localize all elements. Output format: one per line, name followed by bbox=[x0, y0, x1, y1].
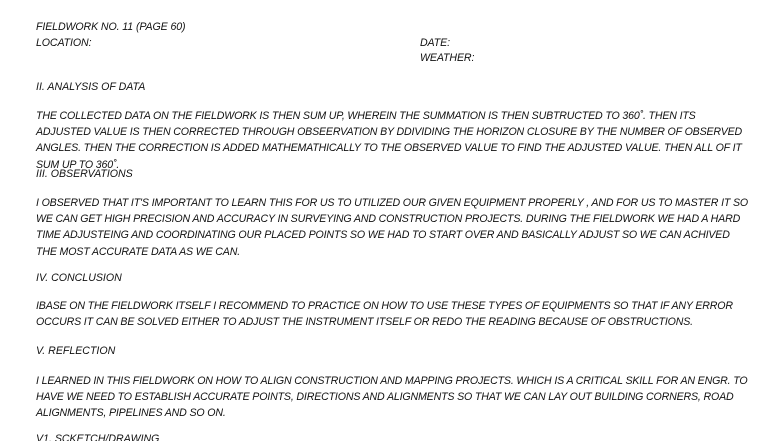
fieldwork-number: FIELDWORK NO. 11 (PAGE 60) bbox=[36, 21, 186, 33]
date-label: DATE: bbox=[420, 37, 450, 49]
observations-heading: III. OBSERVATIONS bbox=[36, 168, 133, 180]
weather-label: WEATHER: bbox=[420, 52, 475, 64]
location-label: LOCATION: bbox=[36, 37, 92, 49]
analysis-body: THE COLLECTED DATA ON THE FIELDWORK IS THEN SUM UP, WHEREIN THE SUMMATION IS THEN SUBTRUCTED TO 360˚. THEN ITS ADJUSTED VALUE IS THEN CORRECTED THROUGH OBSEERVATION BY DDIVIDING THE HORIZON CLOSURE BY THE NUMBER OF OBSERVED ANGLES. THEN THE CORRECTION IS ADDED MATHEMATHICALLY TO THE OBSERVED VALUE TO FIND THE ADJUSTED VALUE. THEN ALL OF IT SUM UP TO 360˚. bbox=[36, 110, 743, 171]
observations-body: I OBSERVED THAT IT'S IMPORTANT TO LEARN THIS FOR US TO UTILIZED OUR GIVEN EQUIPMENT PROPERLY , AND FOR US TO MASTER IT SO WE CAN GET HIGH PRECISION AND ACCURACY IN SURVEYING AND CONSTRUCTION PROJECTS. DURING THE FIELDWORK WE HAD A HARD TIME ADJUSTEING AND COORDINATING OUR PLACED POINTS SO WE HAD TO START OVER AND BASICALLY ADJUST SO WE CAN ACHIVED THE MOST ACCURATE DATA AS WE CAN. bbox=[36, 197, 749, 258]
analysis-heading: II. ANALYSIS OF DATA bbox=[36, 81, 146, 93]
conclusion-heading: IV. CONCLUSION bbox=[36, 272, 122, 284]
reflection-heading: V. REFLECTION bbox=[36, 345, 116, 357]
sketch-heading: V1. SCKETCH/DRAWING bbox=[36, 433, 160, 441]
reflection-body: I LEARNED IN THIS FIELDWORK ON HOW TO ALIGN CONSTRUCTION AND MAPPING PROJECTS. WHICH IS A CRITICAL SKILL FOR AN ENGR. TO HAVE WE NEED TO ESTABLISH ACCURATE POINTS, DIRECTIONS AND ALIGNMENTS SO THAT WE CAN LAY OUT BUILDING CORNERS, ROAD ALIGNMENTS, PIPELINES AND SO ON. bbox=[36, 375, 748, 420]
conclusion-body: IBASE ON THE FIELDWORK ITSELF I RECOMMEND TO PRACTICE ON HOW TO USE THESE TYPES OF EQUIPMENTS SO THAT IF ANY ERROR OCCURS IT CAN BE SOLVED EITHER TO ADJUST THE INSTRUMENT ITSELF OR REDO THE READING BECAUSE OF OBSTRUCTIONS. bbox=[36, 300, 733, 329]
